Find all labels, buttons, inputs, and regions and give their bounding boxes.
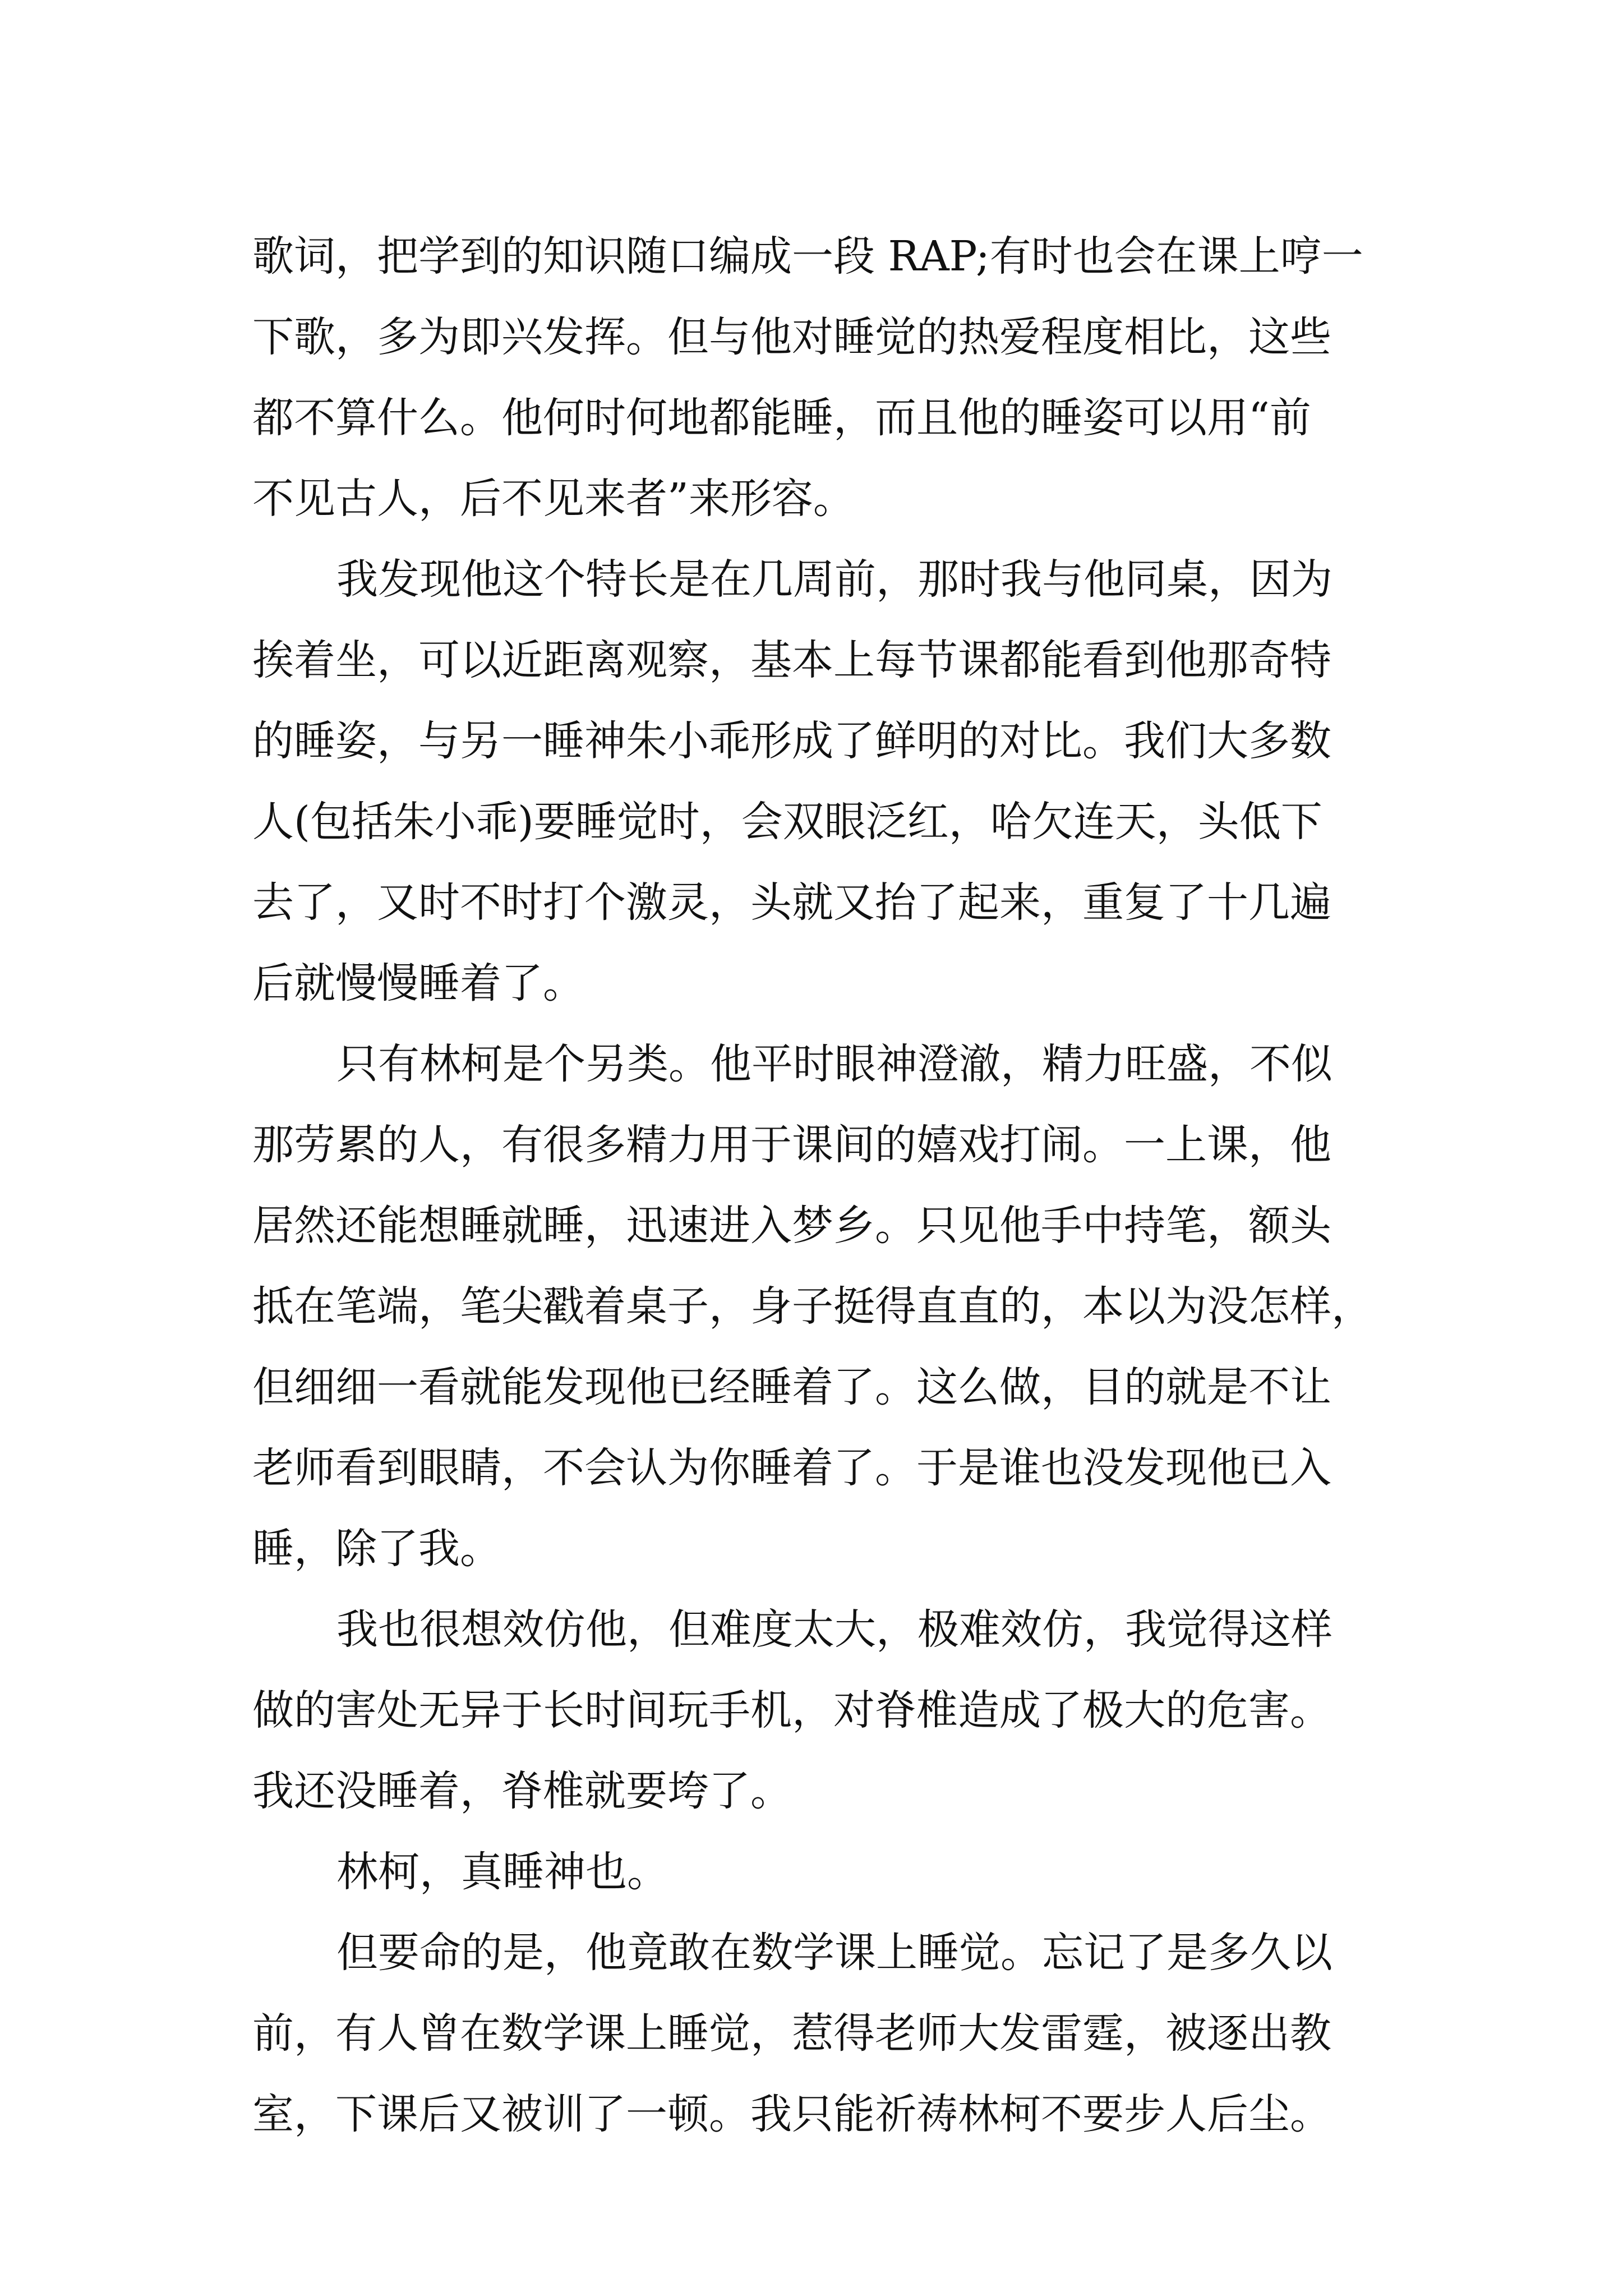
text-line: 不见古人，后不见来者”来形容。	[252, 475, 855, 523]
text-line: 我也很想效仿他，但难度太大，极难效仿，我觉得这样	[336, 1605, 1332, 1654]
text-line: 后就慢慢睡着了。	[252, 959, 584, 1007]
text-line: 的睡姿，与另一睡神朱小乖形成了鲜明的对比。我们大多数	[252, 717, 1331, 765]
paragraph	[252, 216, 1419, 539]
text-line: 前，有人曾在数学课上睡觉，惹得老师大发雷霆，被逐出教	[252, 2009, 1331, 2058]
paragraph	[252, 1024, 1419, 1589]
text-line: 做的害处无异于长时间玩手机，对脊椎造成了极大的危害。	[252, 1686, 1331, 1734]
text-line: 我还没睡着，脊椎就要垮了。	[252, 1767, 792, 1815]
text-body	[252, 216, 1419, 2155]
text-line: 人(包括朱小乖)要睡觉时，会双眼泛红，哈欠连天，头低下	[252, 798, 1322, 846]
text-line: 抵在笔端，笔尖戳着桌子，身子挺得直直的，本以为没怎样，	[252, 1282, 1373, 1331]
text-line: 老师看到眼睛，不会认为你睡着了。于是谁也没发现他已入	[252, 1444, 1331, 1492]
text-line: 挨着坐，可以近距离观察，基本上每节课都能看到他那奇特	[252, 636, 1331, 684]
text-line: 睡，除了我。	[252, 1525, 501, 1573]
paragraph	[252, 1832, 1419, 1912]
text-line: 只有林柯是个另类。他平时眼神澄澈，精力旺盛，不似	[336, 1040, 1332, 1088]
text-line: 但细细一看就能发现他已经睡着了。这么做，目的就是不让	[252, 1363, 1331, 1411]
paragraph	[252, 1589, 1419, 1832]
text-line: 林柯，真睡神也。	[336, 1848, 668, 1896]
text-line: 我发现他这个特长是在几周前，那时我与他同桌，因为	[336, 555, 1332, 604]
text-line: 室，下课后又被训了一顿。我只能祈祷林柯不要步人后尘。	[252, 2090, 1331, 2138]
text-line: 那劳累的人，有很多精力用于课间的嬉戏打闹。一上课，他	[252, 1121, 1331, 1169]
text-line: 去了，又时不时打个激灵，头就又抬了起来，重复了十几遍	[252, 878, 1331, 927]
text-line: 但要命的是，他竟敢在数学课上睡觉。忘记了是多久以	[336, 1929, 1332, 1977]
text-line: 下歌，多为即兴发挥。但与他对睡觉的热爱程度相比，这些	[252, 313, 1331, 361]
paragraph	[252, 1912, 1419, 2155]
paragraph	[252, 539, 1419, 1024]
text-line: 歌词，把学到的知识随口编成一段 RAP;有时也会在课上哼一	[252, 232, 1363, 280]
text-line: 都不算什么。他何时何地都能睡，而且他的睡姿可以用“前	[252, 394, 1311, 442]
text-line: 居然还能想睡就睡，迅速进入梦乡。只见他手中持笔，额头	[252, 1202, 1331, 1250]
